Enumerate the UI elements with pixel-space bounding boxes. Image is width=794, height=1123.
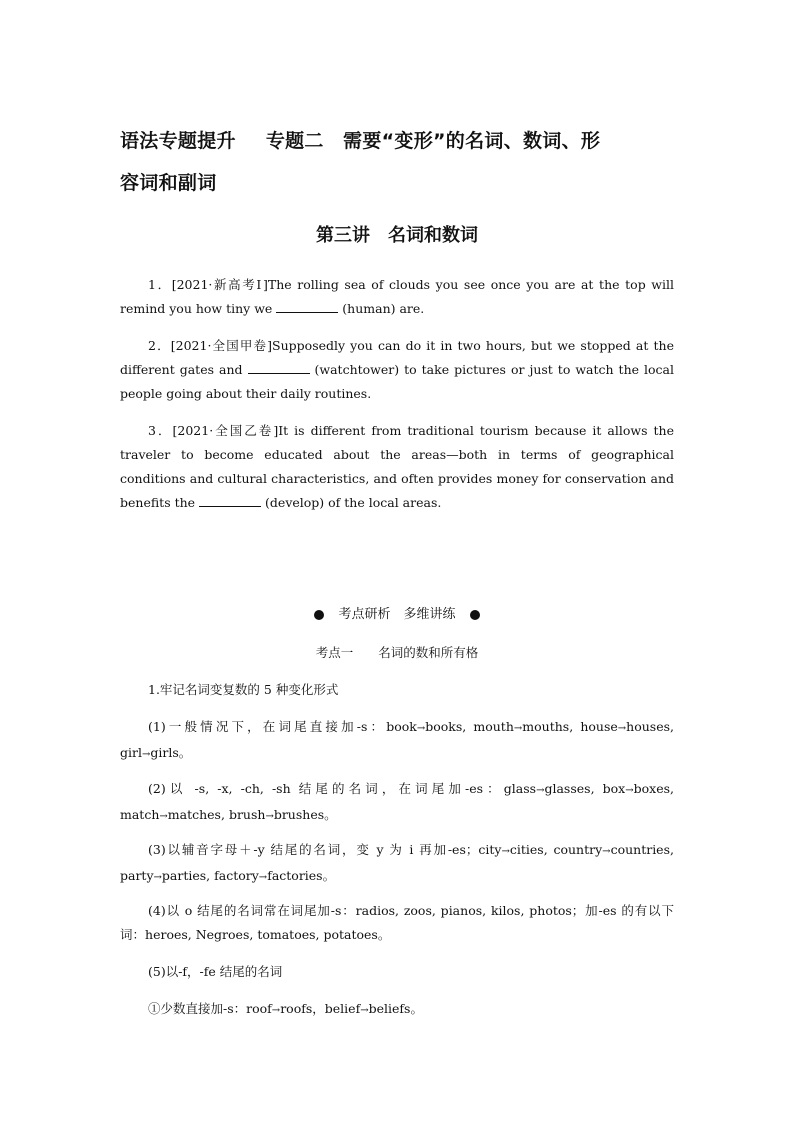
- rule-2-tail: 。: [324, 807, 337, 822]
- title-line2: 容词和副词: [120, 172, 217, 194]
- plural-word: parties: [161, 868, 207, 883]
- rule-3: [120, 838, 674, 890]
- plural-word: matches: [167, 807, 221, 822]
- arrow-right-icon: →: [416, 723, 426, 734]
- question-1-text: The rolling sea of clouds you see once you are at the top will remind you how tiny we: [120, 277, 674, 316]
- rule-5a: [120, 997, 674, 1023]
- arrow-right-icon: →: [501, 846, 510, 857]
- arrow-right-icon: →: [617, 723, 627, 734]
- lecture-heading: 第三讲 名词和数词: [316, 225, 478, 246]
- arrow-right-icon: →: [360, 1005, 369, 1016]
- section-heading-text: 考点研析 多维讲练: [338, 607, 456, 622]
- question-3-hint: (develop) of the local areas.: [265, 495, 442, 510]
- answer-blank-1[interactable]: [276, 300, 338, 313]
- singular-word: city: [478, 842, 502, 857]
- arrow-right-icon: →: [271, 1005, 281, 1016]
- rule-1-examples: book→books, mouth→mouths, house→houses, girl→girls: [120, 719, 674, 760]
- arrow-right-icon: →: [625, 785, 634, 796]
- rule-1: [120, 715, 674, 767]
- title-part2: 专题二 需要“变形”的名词、数词、形: [265, 130, 601, 152]
- plural-word: girls: [150, 745, 179, 760]
- arrow-right-icon: →: [536, 785, 545, 796]
- singular-word: glass: [503, 781, 537, 796]
- rule-5: (5)以-f，-fe 结尾的名词: [148, 964, 283, 979]
- arrow-right-icon: →: [602, 846, 611, 857]
- plural-word: books: [425, 719, 463, 734]
- arrow-right-icon: →: [265, 811, 274, 822]
- question-2-hint: (watchtower) to take pictures or just to watch the local people going about their daily routines.: [120, 362, 674, 401]
- rule-5a-lead: ①少数直接加-s：: [148, 1001, 247, 1016]
- singular-word: factory: [214, 868, 259, 883]
- plural-word: houses: [626, 719, 671, 734]
- plural-word: cities: [509, 842, 544, 857]
- plural-word: beliefs: [368, 1001, 411, 1016]
- singular-word: house: [580, 719, 618, 734]
- plural-word: roofs: [280, 1001, 313, 1016]
- rule-4-lead: (4)以 o 结尾的名词常在词尾加-s：radios, zoos, pianos, kilos, photos；加-es 的有以下词：: [120, 903, 674, 942]
- singular-word: box: [602, 781, 626, 796]
- question-3-prefix: 3．[2021·全国乙卷]: [148, 423, 279, 438]
- singular-word: roof: [246, 1001, 272, 1016]
- section-heading: [0, 603, 794, 627]
- rule-5a-tail: 。: [410, 1001, 423, 1016]
- question-1-hint: (human) are.: [342, 301, 425, 316]
- arrow-right-icon: →: [513, 723, 523, 734]
- plural-word: brushes: [273, 807, 325, 822]
- question-2-prefix: 2．[2021·全国甲卷]: [148, 338, 273, 353]
- rule-4: [120, 899, 674, 947]
- bullet-dot-right-icon: [470, 610, 480, 620]
- answer-blank-2[interactable]: [248, 361, 310, 374]
- rule-5a-examples: roof→roofs，belief→beliefs: [246, 1001, 411, 1016]
- bullet-dot-left-icon: [314, 610, 324, 620]
- plural-word: factories: [267, 868, 323, 883]
- plural-word: glasses: [544, 781, 591, 796]
- arrow-right-icon: →: [258, 872, 268, 883]
- rule-1-tail: 。: [178, 745, 192, 760]
- rule-2: [120, 777, 674, 829]
- title-part1: 语法专题提升: [120, 130, 236, 152]
- singular-word: belief: [324, 1001, 361, 1016]
- question-1-prefix: 1．[2021·新高考Ⅰ]: [148, 277, 268, 292]
- arrow-right-icon: →: [141, 749, 151, 760]
- question-3: [120, 419, 674, 515]
- rule-3-tail: 。: [322, 868, 336, 883]
- plural-word: boxes: [633, 781, 671, 796]
- question-3-text: It is different from traditional tourism because it allows the traveler to become educated about the areas—both in terms of geographical conditions and cultural characteristics, and often provides money for conservation and benefits the: [120, 423, 674, 510]
- singular-word: book: [386, 719, 417, 734]
- answer-blank-3[interactable]: [199, 494, 261, 507]
- subsection-heading: 考点一 名词的数和所有格: [315, 645, 479, 660]
- question-1: [120, 273, 674, 321]
- singular-word: country: [553, 842, 603, 857]
- rule-4-words: heroes, Negroes, tomatoes, potatoes。: [145, 927, 391, 942]
- singular-word: match: [120, 807, 160, 822]
- rule-1-lead: (1)一般情况下，在词尾直接加-s：: [148, 719, 387, 734]
- rule-3-lead: (3)以辅音字母＋-y 结尾的名词，变 y 为 i 再加-es；: [148, 842, 479, 857]
- rule-2-examples: glass→glasses, box→boxes, match→matches, brush→brushes: [120, 781, 674, 822]
- singular-word: brush: [228, 807, 266, 822]
- singular-word: girl: [120, 745, 142, 760]
- plural-word: mouths: [522, 719, 570, 734]
- question-2: [120, 334, 674, 406]
- rule-3-examples: city→cities, country→countries, party→parties, factory→factories: [120, 842, 674, 883]
- singular-word: mouth: [473, 719, 514, 734]
- rule-2-lead: (2)以 -s, -x, -ch, -sh 结尾的名词，在词尾加-es：: [148, 781, 504, 796]
- question-2-text: Supposedly you can do it in two hours, but we stopped at the different gates and: [120, 338, 674, 377]
- singular-word: party: [120, 868, 154, 883]
- arrow-right-icon: →: [159, 811, 168, 822]
- plural-word: countries: [610, 842, 670, 857]
- page-title: [120, 120, 680, 204]
- arrow-right-icon: →: [153, 872, 162, 883]
- rules-title: 1.牢记名词变复数的 5 种变化形式: [148, 682, 339, 697]
